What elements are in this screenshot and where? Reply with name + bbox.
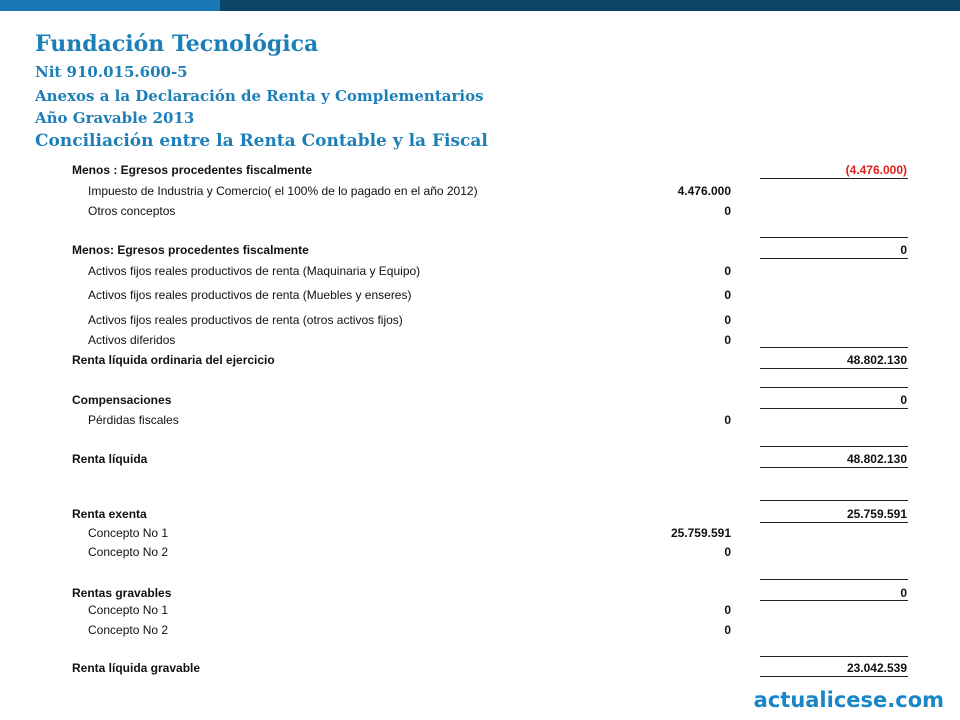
- row-label-compensaciones: Compensaciones: [72, 393, 172, 407]
- value-perdidas-fiscales: 0: [724, 413, 731, 427]
- value-ica: 4.476.000: [677, 184, 731, 198]
- total-underline: [760, 522, 908, 523]
- total-underline: [760, 178, 908, 179]
- row-label-menos-egresos-2: Menos: Egresos procedentes fiscalmente: [72, 243, 309, 257]
- row-label-renta-liquida-gravable: Renta líquida gravable: [72, 661, 201, 675]
- row-label-exenta-concepto-2: Concepto No 2: [88, 545, 169, 559]
- total-underline: [760, 408, 908, 409]
- value-activos-maquinaria: 0: [724, 264, 731, 278]
- total-overline: [760, 237, 908, 238]
- value-otros-conceptos: 0: [724, 204, 731, 218]
- row-label-exenta-concepto-1: Concepto No 1: [88, 526, 169, 540]
- total-overline: [760, 446, 908, 447]
- row-label-otros-conceptos: Otros conceptos: [88, 204, 176, 218]
- row-label-renta-liquida-ordinaria: Renta líquida ordinaria del ejercicio: [72, 353, 275, 367]
- brand-logo-text: actualicese.com: [753, 688, 944, 712]
- total-renta-liquida: 48.802.130: [846, 452, 907, 466]
- row-label-gravable-concepto-1: Concepto No 1: [88, 603, 169, 617]
- row-label-activos-muebles: Activos fijos reales productivos de renta (Muebles y enseres): [88, 288, 412, 302]
- total-overline: [760, 387, 908, 388]
- total-menos-egresos-2: 0: [900, 243, 907, 257]
- total-renta-exenta: 25.759.591: [846, 507, 907, 521]
- value-exenta-concepto-1: 25.759.591: [670, 526, 731, 540]
- row-label-menos-egresos-1: Menos : Egresos procedentes fiscalmente: [72, 163, 313, 177]
- row-label-ica: Impuesto de Industria y Comercio( el 100% de lo pagado en el año 2012): [88, 184, 478, 198]
- section-heading: Conciliación entre la Renta Contable y la Fiscal: [35, 131, 488, 151]
- row-label-activos-diferidos: Activos diferidos: [88, 333, 176, 347]
- row-label-perdidas-fiscales: Pérdidas fiscales: [88, 413, 179, 427]
- value-gravable-concepto-1: 0: [724, 603, 731, 617]
- document-title: Fundación Tecnológica: [35, 31, 319, 57]
- row-label-activos-maquinaria: Activos fijos reales productivos de renta (Maquinaria y Equipo): [88, 264, 421, 278]
- value-activos-diferidos: 0: [724, 333, 731, 347]
- row-label-gravable-concepto-2: Concepto No 2: [88, 623, 169, 637]
- total-renta-liquida-gravable: 23.042.539: [846, 661, 907, 675]
- total-underline: [760, 676, 908, 677]
- row-label-renta-exenta: Renta exenta: [72, 507, 147, 521]
- value-activos-otros: 0: [724, 313, 731, 327]
- total-overline: [760, 579, 908, 580]
- row-label-renta-liquida: Renta líquida: [72, 452, 148, 466]
- total-rentas-gravables: 0: [900, 586, 907, 600]
- value-gravable-concepto-2: 0: [724, 623, 731, 637]
- total-renta-liquida-ordinaria: 48.802.130: [846, 353, 907, 367]
- row-label-rentas-gravables: Rentas gravables: [72, 586, 172, 600]
- total-overline: [760, 347, 908, 348]
- value-activos-muebles: 0: [724, 288, 731, 302]
- total-compensaciones: 0: [900, 393, 907, 407]
- total-underline: [760, 600, 908, 601]
- total-overline: [760, 500, 908, 501]
- anexos-line: Anexos a la Declaración de Renta y Complementarios: [35, 87, 484, 105]
- total-overline: [760, 656, 908, 657]
- total-underline: [760, 258, 908, 259]
- total-underline: [760, 368, 908, 369]
- value-exenta-concepto-2: 0: [724, 545, 731, 559]
- row-label-activos-otros: Activos fijos reales productivos de renta (otros activos fijos): [88, 313, 403, 327]
- total-menos-egresos-1: (4.476.000): [845, 163, 907, 177]
- total-underline: [760, 467, 908, 468]
- tax-year-line: Año Gravable 2013: [35, 109, 195, 127]
- nit-line: Nit 910.015.600-5: [35, 63, 188, 81]
